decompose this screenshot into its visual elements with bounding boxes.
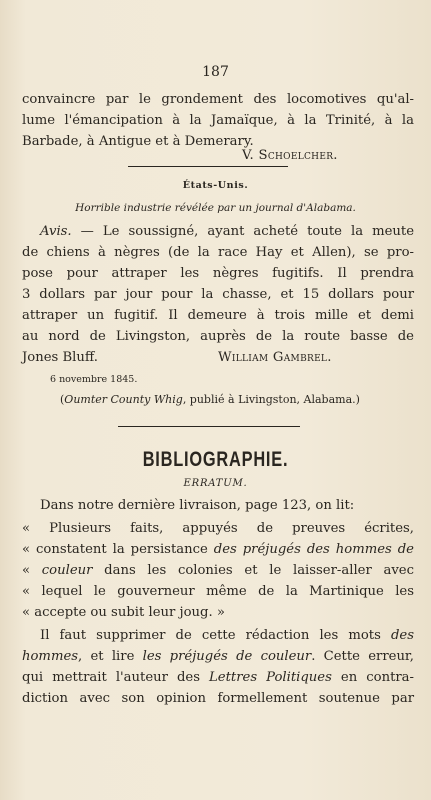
signature: V. Schoelcher. — [242, 148, 338, 163]
section-title: BIBLIOGRAPHIE. — [142, 448, 289, 471]
text-line: au nord de Livingston, auprès de la route basse de — [22, 329, 414, 344]
text-line: diction avec son opinion formellement soutenue par — [22, 691, 414, 706]
text-line: de chiens à nègres (de la race Hay et Allen), se pro- — [22, 245, 414, 260]
date-line: 6 novembre 1845. — [50, 374, 138, 385]
section-divider — [128, 166, 288, 167]
text-line: lume l'émancipation à la Jamaïque, à la Trinité, à la — [22, 113, 414, 128]
text-line: hommes, et lire les préjugés de couleur. Cette erreur, — [22, 649, 414, 664]
text-line: attraper un fugitif. Il demeure à trois mille et demi — [22, 308, 414, 323]
section-heading: États-Unis. — [182, 180, 249, 191]
text-line: « Plusieurs faits, appuyés de preuves écrites, — [22, 521, 414, 536]
text-line: « accepte ou subit leur joug. » — [22, 605, 225, 620]
section-subheading: ERRATUM. — [183, 478, 248, 489]
signature: William Gambrel. — [218, 350, 332, 365]
source-citation: (Oumter County Whig, publié à Livingston, Alabama.) — [60, 393, 360, 406]
text-line: « couleur dans les colonies et le laisser-aller avec — [22, 563, 414, 578]
text-line: Avis. — Le soussigné, ayant acheté toute la meute — [40, 224, 414, 239]
text-line: 3 dollars par jour pour la chasse, et 15 dollars pour — [22, 287, 414, 302]
text-line: pose pour attraper les nègres fugitifs. Il prendra — [22, 266, 414, 281]
text-line: « lequel le gouverneur même de la Martinique les — [22, 584, 414, 599]
text-line: Barbade, à Antigue et à Demerary. — [22, 134, 254, 149]
text-line: convaincre par le grondement des locomotives qu'al- — [22, 92, 414, 107]
text-line: Jones Bluff. — [22, 350, 98, 365]
text-line: Il faut supprimer de cette rédaction les mots des — [40, 628, 414, 643]
section-divider — [118, 426, 300, 427]
text-line: Dans notre dernière livraison, page 123, on lit: — [40, 498, 355, 513]
section-subheading: Horrible industrie révélée par un journal d'Alabama. — [75, 202, 356, 214]
text-line: qui mettrait l'auteur des Lettres Politiques en contra- — [22, 670, 415, 685]
page-number: 187 — [202, 64, 229, 80]
text-line: « constatent la persistance des préjugés des hommes de — [22, 542, 414, 557]
